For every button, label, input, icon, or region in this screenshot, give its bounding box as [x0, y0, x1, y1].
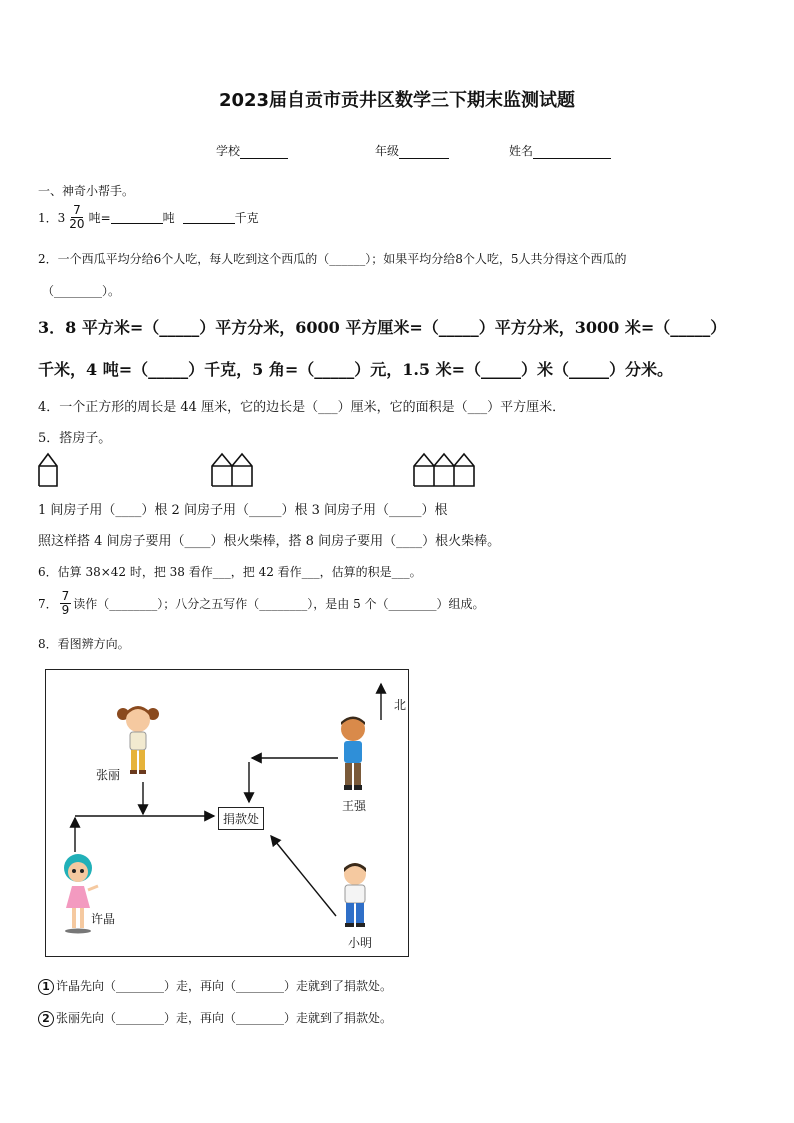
circled-number-1: 1 — [38, 979, 54, 995]
q5-line-2: 照这样搭 4 间房子要用（____）根火柴棒，搭 8 间房子要用（____）根火柴棒。 — [38, 534, 501, 549]
label-xiaoming: 小明 — [348, 936, 373, 950]
house-3-icon — [414, 454, 474, 486]
house-1-icon — [39, 454, 57, 486]
q1-unit-ton: 吨 — [162, 211, 175, 226]
q3-line-1: 3．8 平方米=（_____）平方分米，6000 平方厘米=（_____）平方分米，3000 米=（_____） — [38, 318, 727, 337]
q7-text: 读作（________）；八分之五写作（________），是由 5 个（________）组成。 — [73, 597, 485, 612]
q1-unit-kg: 千克 — [234, 211, 259, 226]
q2-line-1: 2．一个西瓜平均分给6个人吃，每人吃到这个西瓜的（______）；如果平均分给8个人吃，5人共分得这个西瓜的 — [38, 252, 627, 266]
boy-xiaoming-figure — [338, 860, 372, 930]
q8-sub-2-text: 张丽先向（________）走，再向（________）走就到了捐款处。 — [56, 1011, 393, 1025]
q5-line-1: 1 间房子用（____）根 2 间房子用（_____）根 3 间房子用（_____）根 — [38, 503, 448, 518]
q2-line-2: （________）。 — [42, 284, 121, 298]
grade-field[interactable] — [375, 142, 449, 159]
q1-fraction-denominator: 20 — [69, 217, 85, 232]
label-wangqiang: 王强 — [342, 799, 367, 813]
label-xujing: 许晶 — [91, 912, 116, 926]
q7-fraction-numerator: 7 — [61, 589, 70, 603]
q1-unit-ton-eq: 吨= — [88, 211, 111, 226]
q5-heading: 5．搭房子。 — [38, 431, 112, 446]
school-label: 学校 — [216, 144, 241, 158]
q1-fraction — [67, 204, 86, 231]
direction-diagram — [45, 669, 409, 957]
q1-blank-2[interactable] — [183, 211, 235, 224]
q8-sub-1 — [38, 977, 392, 995]
q7-fraction — [60, 590, 72, 617]
q8-sub-1-text: 许晶先向（________）走，再向（________）走就到了捐款处。 — [56, 979, 393, 993]
q8-sub-2 — [38, 1009, 392, 1027]
school-field[interactable] — [216, 142, 288, 159]
label-zhangli: 张丽 — [96, 768, 121, 782]
q6-text: 6．估算 38×42 时，把 38 看作___，把 42 看作___，估算的积是___。 — [38, 565, 422, 579]
q7-number: 7． — [38, 597, 58, 612]
page-title: 2023届自贡市贡井区数学三下期末监测试题 — [218, 90, 576, 111]
q1-fraction-numerator: 7 — [73, 203, 81, 217]
q4-text: 4．一个正方形的周长是 44 厘米，它的边长是（___）厘米，它的面积是（___）平方厘米． — [38, 400, 566, 415]
question-7 — [38, 590, 485, 617]
donation-point-box: 捐款处 — [218, 807, 264, 830]
section-heading: 一、神奇小帮手。 — [38, 184, 135, 198]
q1-number: 1． — [38, 211, 58, 226]
girl-zhangli-figure — [116, 702, 160, 776]
q3-line-2: 千米，4 吨=（_____）千克，5 角=（_____）元，1.5 米=（_____）米（_____）分米。 — [38, 360, 674, 379]
matchstick-houses-figure — [36, 450, 486, 490]
boy-wangqiang-figure — [336, 715, 370, 793]
name-field[interactable] — [509, 142, 611, 159]
q1-blank-1[interactable] — [111, 211, 163, 224]
question-1 — [38, 204, 259, 231]
q8-heading: 8．看图辨方向。 — [38, 637, 130, 651]
circled-number-2: 2 — [38, 1011, 54, 1027]
grade-label: 年级 — [375, 144, 400, 158]
q7-fraction-denominator: 9 — [61, 603, 70, 618]
name-label: 姓名 — [509, 144, 534, 158]
north-label: 北 — [394, 698, 407, 712]
q1-whole: 3 — [57, 210, 66, 225]
house-2-icon — [212, 454, 252, 486]
